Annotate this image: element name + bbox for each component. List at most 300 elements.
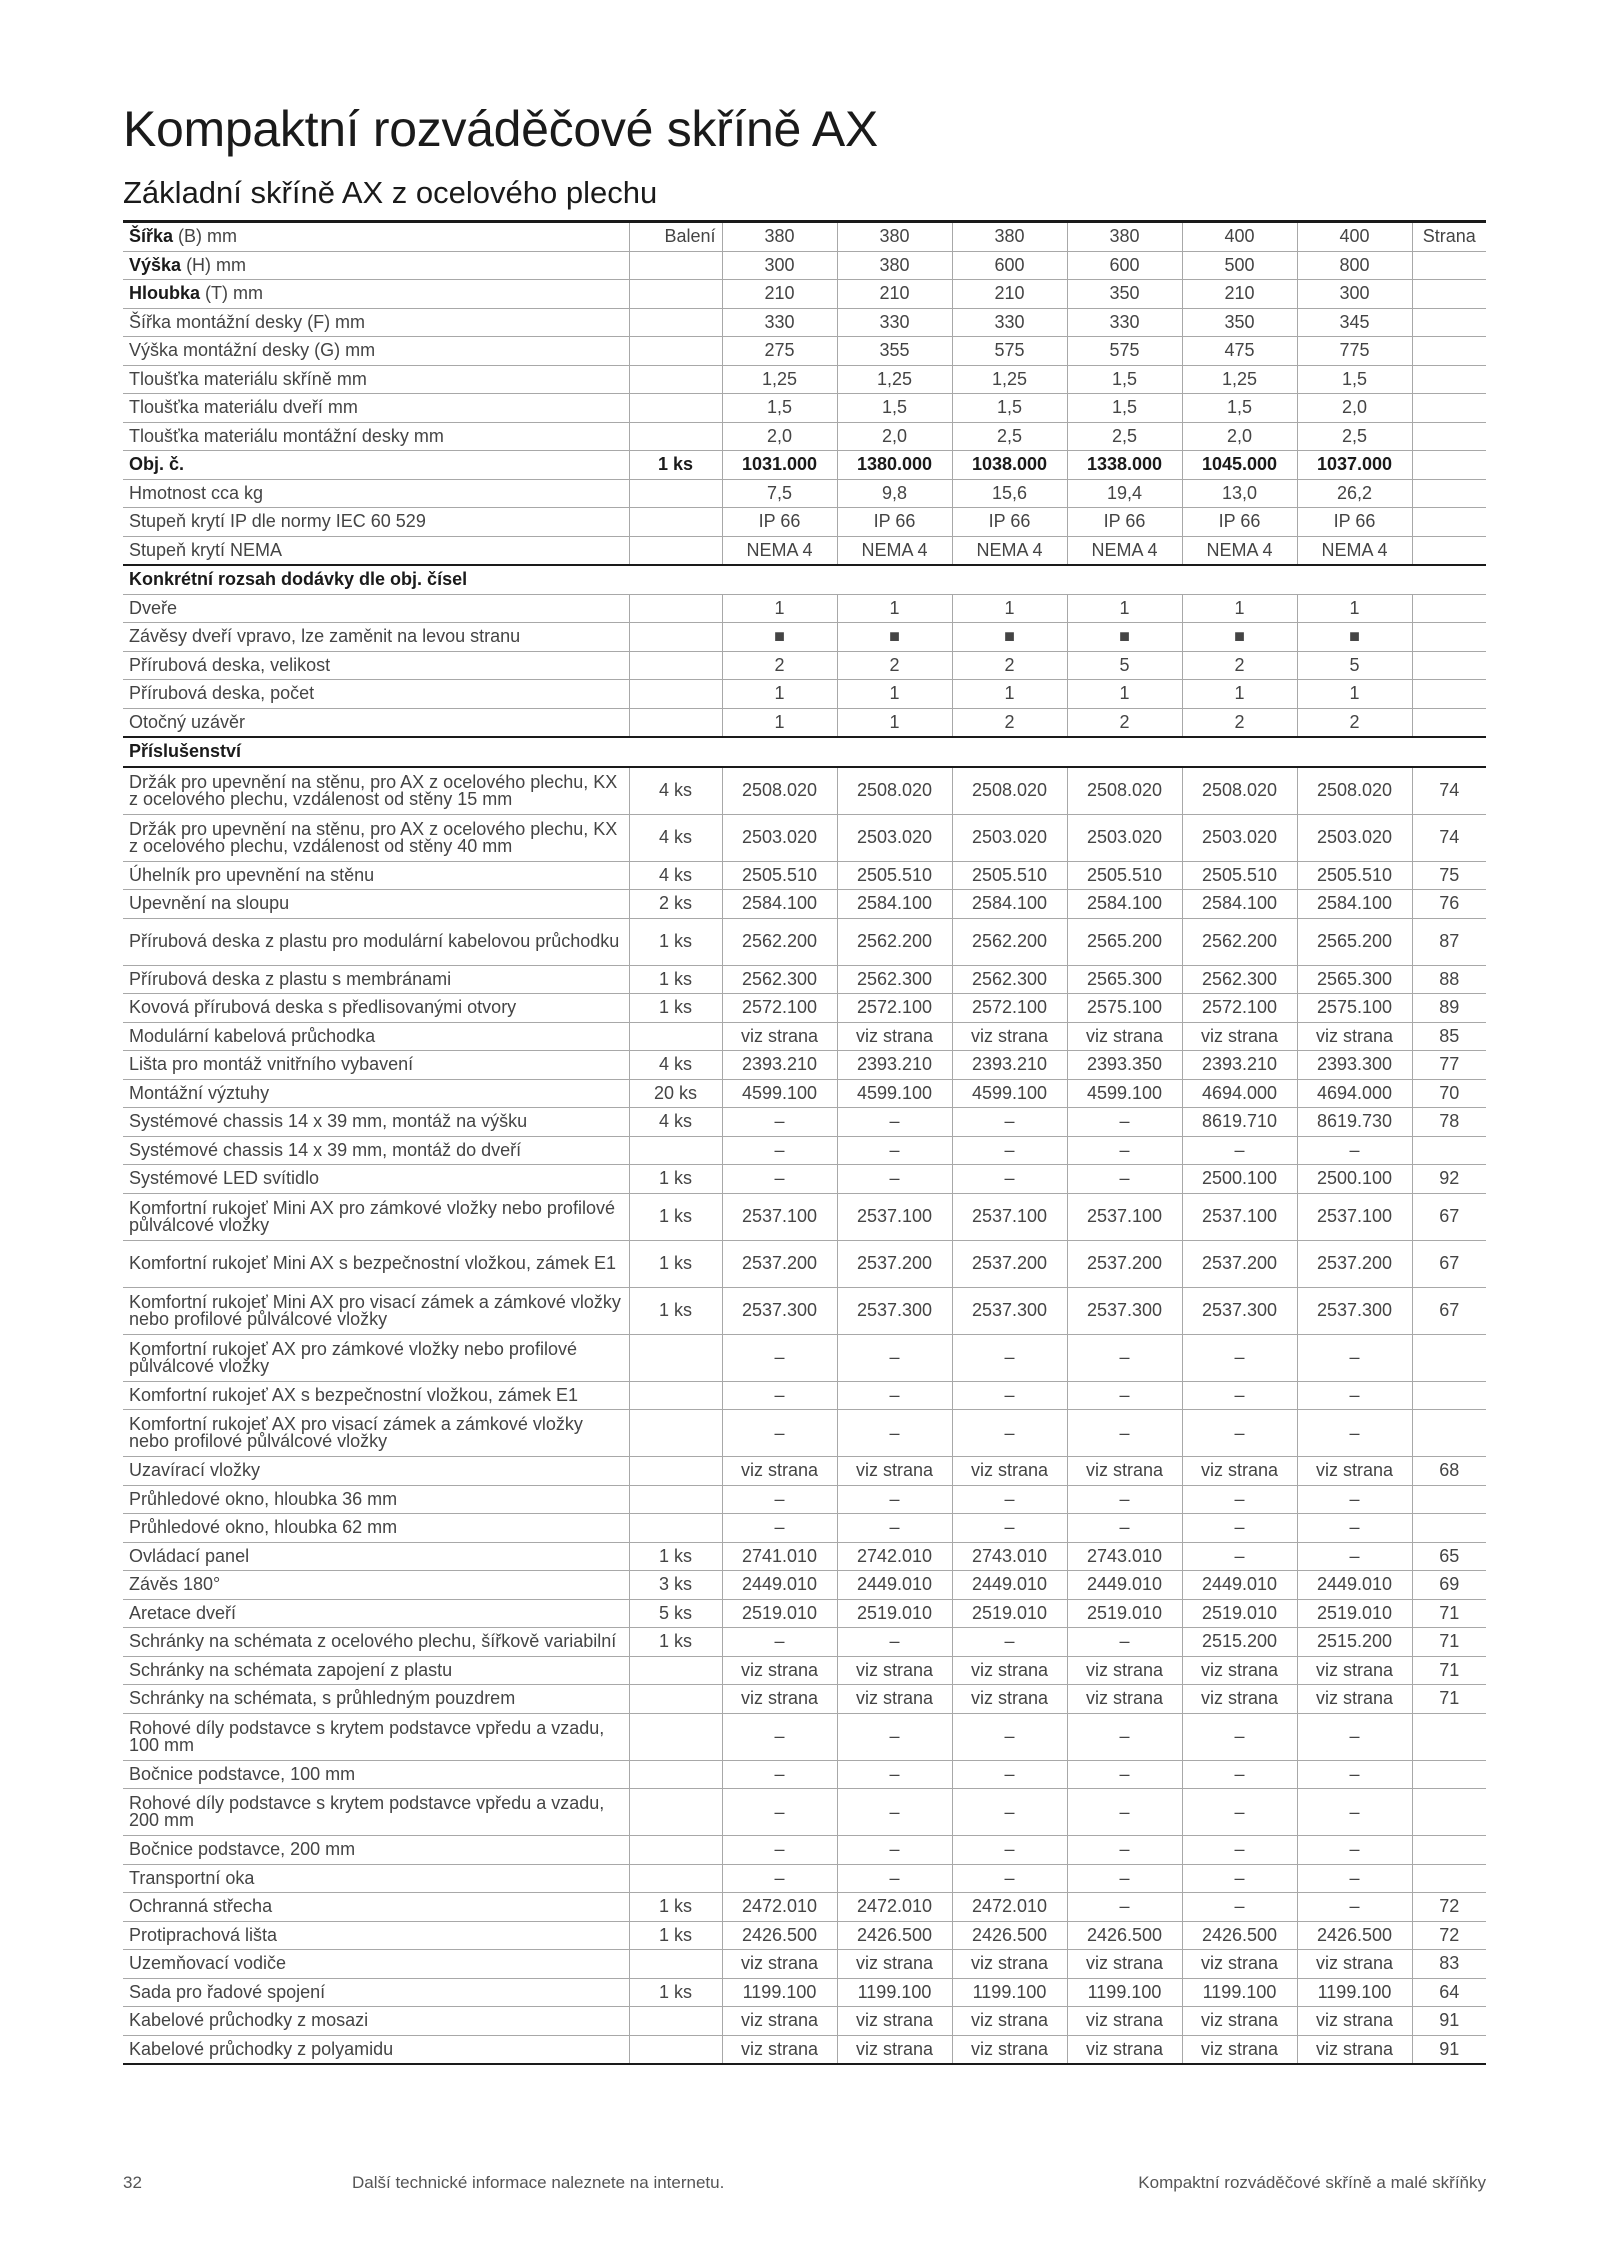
value-cell: 2537.100 (837, 1193, 952, 1240)
package-cell (629, 1864, 722, 1893)
row-label-text: Modulární kabelová průchodka (129, 1025, 376, 1046)
value-cell: – (1297, 1713, 1412, 1760)
table-row (123, 994, 1486, 1023)
value-cell: – (1182, 1864, 1297, 1893)
table-row (123, 1079, 1486, 1108)
package-cell (629, 2007, 722, 2036)
row-label-text: (T) mm (200, 283, 263, 304)
value-cell: 2519.010 (837, 1599, 952, 1628)
row-label (123, 1240, 629, 1287)
table-row (123, 1893, 1486, 1922)
value-cell: 380 (837, 222, 952, 252)
value-cell: ■ (952, 623, 1067, 652)
package-cell: 1 ks (629, 1165, 722, 1194)
value-cell: NEMA 4 (1182, 536, 1297, 565)
table-row (123, 965, 1486, 994)
row-label-emphasis: Hloubka (129, 283, 201, 304)
page-reference-cell: 65 (1412, 1542, 1486, 1571)
value-cell: IP 66 (1297, 508, 1412, 537)
row-label-text: Držák pro upevnění na stěnu, pro AX z ocelového plechu, KX z ocelového plechu, vzdálenost od stěny 40 mm (129, 818, 618, 856)
table-row (123, 708, 1486, 737)
value-cell: 2 (837, 651, 952, 680)
value-cell: 2505.510 (837, 861, 952, 890)
value-cell: 2 (722, 651, 837, 680)
value-cell: 330 (837, 308, 952, 337)
value-cell: ■ (1297, 623, 1412, 652)
row-label-text: Systémové LED svítidlo (129, 1168, 320, 1189)
value-cell: viz strana (1182, 2007, 1297, 2036)
value-cell: – (1067, 1165, 1182, 1194)
table-row (123, 394, 1486, 423)
value-cell: 2584.100 (1067, 890, 1182, 919)
value-cell: 1 (952, 680, 1067, 709)
page-reference-cell: 71 (1412, 1628, 1486, 1657)
row-label (123, 1893, 629, 1922)
value-cell: 2 (952, 708, 1067, 737)
row-label (123, 1485, 629, 1514)
value-cell: viz strana (837, 2007, 952, 2036)
page-reference-cell (1412, 1789, 1486, 1836)
value-cell: – (1067, 1893, 1182, 1922)
row-label-text: Schránky na schémata zapojení z plastu (129, 1659, 453, 1680)
value-cell: viz strana (1067, 1457, 1182, 1486)
row-label-text: Komfortní rukojeť AX s bezpečnostní vložkou, zámek E1 (129, 1384, 578, 1405)
value-cell: 1 (837, 708, 952, 737)
page-reference-cell: 67 (1412, 1240, 1486, 1287)
package-cell: Balení (629, 222, 722, 252)
value-cell: – (837, 1836, 952, 1865)
page-reference-cell (1412, 1381, 1486, 1410)
page-reference-cell: 92 (1412, 1165, 1486, 1194)
value-cell: viz strana (1297, 1656, 1412, 1685)
value-cell: – (837, 1514, 952, 1543)
value-cell: – (952, 1334, 1067, 1381)
value-cell: 2472.010 (952, 1893, 1067, 1922)
value-cell: – (837, 1381, 952, 1410)
value-cell: viz strana (952, 1685, 1067, 1714)
value-cell: 1 (952, 594, 1067, 623)
value-cell: 2505.510 (722, 861, 837, 890)
value-cell: 2508.020 (837, 767, 952, 815)
row-label (123, 365, 629, 394)
value-cell: – (952, 1713, 1067, 1760)
value-cell: 1,25 (1182, 365, 1297, 394)
page-reference-cell (1412, 1334, 1486, 1381)
value-cell: 2741.010 (722, 1542, 837, 1571)
value-cell: – (722, 1485, 837, 1514)
value-cell: 2505.510 (1182, 861, 1297, 890)
value-cell: 275 (722, 337, 837, 366)
row-label-text: Rohové díly podstavce s krytem podstavce vpředu a vzadu, 200 mm (129, 1793, 605, 1830)
row-label (123, 1079, 629, 1108)
value-cell: 1 (1297, 594, 1412, 623)
page-reference-cell: 74 (1412, 767, 1486, 815)
value-cell: – (1182, 1485, 1297, 1514)
row-label (123, 1978, 629, 2007)
value-cell: 2584.100 (1297, 890, 1412, 919)
value-cell: 2537.100 (1297, 1193, 1412, 1240)
value-cell: 2,5 (1067, 422, 1182, 451)
value-cell: 2393.210 (722, 1051, 837, 1080)
value-cell: 2742.010 (837, 1542, 952, 1571)
row-label (123, 623, 629, 652)
value-cell: 2562.200 (952, 918, 1067, 965)
value-cell: – (1182, 1136, 1297, 1165)
row-label (123, 1193, 629, 1240)
value-cell: 2515.200 (1297, 1628, 1412, 1657)
package-cell (629, 1760, 722, 1789)
package-cell (629, 2035, 722, 2064)
page-reference-cell: 70 (1412, 1079, 1486, 1108)
value-cell: viz strana (1182, 1457, 1297, 1486)
page-reference-cell: 71 (1412, 1656, 1486, 1685)
value-cell: 345 (1297, 308, 1412, 337)
row-label (123, 1334, 629, 1381)
value-cell: – (722, 1628, 837, 1657)
value-cell: 19,4 (1067, 479, 1182, 508)
value-cell: 2472.010 (722, 1893, 837, 1922)
value-cell: 2584.100 (837, 890, 952, 919)
value-cell: 1 (1182, 594, 1297, 623)
value-cell: 26,2 (1297, 479, 1412, 508)
value-cell: 2519.010 (952, 1599, 1067, 1628)
package-cell: 4 ks (629, 1108, 722, 1137)
value-cell: 2426.500 (837, 1921, 952, 1950)
row-label-text: Stupeň krytí NEMA (129, 539, 283, 560)
value-cell: – (952, 1136, 1067, 1165)
value-cell: IP 66 (722, 508, 837, 537)
value-cell: – (1067, 1136, 1182, 1165)
value-cell: – (1067, 1410, 1182, 1457)
value-cell: – (1067, 1381, 1182, 1410)
value-cell: – (722, 1864, 837, 1893)
value-cell: 5 (1067, 651, 1182, 680)
value-cell: 2505.510 (1297, 861, 1412, 890)
row-label (123, 536, 629, 565)
package-cell: 5 ks (629, 1599, 722, 1628)
table-row (123, 767, 1486, 815)
row-label (123, 994, 629, 1023)
page-reference-cell (1412, 337, 1486, 366)
page-reference-cell (1412, 308, 1486, 337)
row-label-text: Montážní výztuhy (129, 1082, 270, 1103)
row-label-text: Aretace dveří (129, 1602, 237, 1623)
row-label-text: Protiprachová lišta (129, 1924, 278, 1945)
value-cell: – (837, 1760, 952, 1789)
value-cell: 2500.100 (1297, 1165, 1412, 1194)
value-cell: – (722, 1136, 837, 1165)
value-cell: 330 (722, 308, 837, 337)
value-cell: 4694.000 (1182, 1079, 1297, 1108)
package-cell: 1 ks (629, 1893, 722, 1922)
page-reference-cell: 91 (1412, 2007, 1486, 2036)
value-cell: viz strana (722, 2007, 837, 2036)
value-cell: – (1182, 1836, 1297, 1865)
value-cell: 2393.300 (1297, 1051, 1412, 1080)
table-row (123, 1978, 1486, 2007)
table-row (123, 1542, 1486, 1571)
value-cell: 475 (1182, 337, 1297, 366)
page-reference-cell (1412, 365, 1486, 394)
package-cell (629, 280, 722, 309)
value-cell: viz strana (837, 1950, 952, 1979)
value-cell: 2426.500 (1182, 1921, 1297, 1950)
value-cell: – (837, 1108, 952, 1137)
value-cell: viz strana (837, 1457, 952, 1486)
value-cell: 1,5 (1067, 365, 1182, 394)
package-cell (629, 1136, 722, 1165)
value-cell: 2503.020 (952, 814, 1067, 861)
table-row (123, 2007, 1486, 2036)
value-cell: 300 (722, 251, 837, 280)
value-cell: 1 (722, 680, 837, 709)
value-cell: ■ (1067, 623, 1182, 652)
value-cell: viz strana (1067, 1022, 1182, 1051)
value-cell: 210 (952, 280, 1067, 309)
value-cell: – (1297, 1864, 1412, 1893)
value-cell: – (837, 1410, 952, 1457)
table-row (123, 479, 1486, 508)
value-cell: 1,5 (1067, 394, 1182, 423)
package-cell (629, 1836, 722, 1865)
row-label-text: Průhledové okno, hloubka 36 mm (129, 1488, 398, 1509)
value-cell: – (1297, 1893, 1412, 1922)
value-cell: – (1182, 1760, 1297, 1789)
row-label (123, 1165, 629, 1194)
row-label-text: Komfortní rukojeť Mini AX pro visací zámek a zámkové vložky nebo profilové půlválcové vložky (129, 1291, 621, 1329)
value-cell: 2584.100 (722, 890, 837, 919)
value-cell: 2537.100 (1067, 1193, 1182, 1240)
value-cell: 2,5 (1297, 422, 1412, 451)
row-label-text: Kabelové průchodky z mosazi (129, 2010, 369, 2031)
value-cell: 2743.010 (952, 1542, 1067, 1571)
value-cell: 2508.020 (1067, 767, 1182, 815)
value-cell: 2572.100 (1182, 994, 1297, 1023)
value-cell: 2537.200 (1297, 1240, 1412, 1287)
row-label-text: Otočný uzávěr (129, 711, 246, 732)
page-reference-cell (1412, 536, 1486, 565)
value-cell: 1199.100 (837, 1978, 952, 2007)
package-cell (629, 479, 722, 508)
value-cell: – (1182, 1789, 1297, 1836)
value-cell: 4694.000 (1297, 1079, 1412, 1108)
table-row (123, 1287, 1486, 1334)
value-cell: viz strana (1182, 1950, 1297, 1979)
value-cell: – (1182, 1410, 1297, 1457)
value-cell: viz strana (722, 1457, 837, 1486)
value-cell: IP 66 (1182, 508, 1297, 537)
page-reference-cell: 75 (1412, 861, 1486, 890)
row-label (123, 680, 629, 709)
package-cell (629, 594, 722, 623)
table-row (123, 861, 1486, 890)
value-cell: viz strana (952, 1950, 1067, 1979)
value-cell: – (1182, 1381, 1297, 1410)
table-row (123, 1334, 1486, 1381)
value-cell: 2537.300 (1067, 1287, 1182, 1334)
row-label-text: Uzavírací vložky (129, 1460, 261, 1481)
page-reference-cell (1412, 508, 1486, 537)
row-label (123, 1108, 629, 1137)
value-cell: 2537.200 (1067, 1240, 1182, 1287)
value-cell: 1045.000 (1182, 451, 1297, 480)
value-cell: – (837, 1864, 952, 1893)
package-cell: 4 ks (629, 861, 722, 890)
row-label-emphasis: Obj. č. (129, 454, 185, 475)
value-cell: 2505.510 (1067, 861, 1182, 890)
row-label (123, 1656, 629, 1685)
value-cell: – (837, 1136, 952, 1165)
table-row (123, 1685, 1486, 1714)
row-label (123, 1921, 629, 1950)
value-cell: 7,5 (722, 479, 837, 508)
table-row (123, 1240, 1486, 1287)
value-cell: 2426.500 (722, 1921, 837, 1950)
value-cell: 2537.200 (722, 1240, 837, 1287)
value-cell: – (1297, 1485, 1412, 1514)
value-cell: viz strana (1067, 1656, 1182, 1685)
row-label-text: Transportní oka (129, 1867, 255, 1888)
package-cell (629, 680, 722, 709)
package-cell: 1 ks (629, 1287, 722, 1334)
value-cell: – (722, 1381, 837, 1410)
value-cell: – (837, 1789, 952, 1836)
value-cell: viz strana (722, 2035, 837, 2064)
page-reference-cell (1412, 1136, 1486, 1165)
row-label-text: Hmotnost cca kg (129, 482, 264, 503)
value-cell: viz strana (952, 1457, 1067, 1486)
value-cell: IP 66 (952, 508, 1067, 537)
value-cell: viz strana (1067, 1685, 1182, 1714)
value-cell: 2519.010 (1067, 1599, 1182, 1628)
row-label-text: Závěsy dveří vpravo, lze zaměnit na levou stranu (129, 626, 521, 647)
value-cell: – (1297, 1542, 1412, 1571)
value-cell: 1,5 (1182, 394, 1297, 423)
value-cell: 4599.100 (1067, 1079, 1182, 1108)
value-cell: 210 (722, 280, 837, 309)
table-row (123, 451, 1486, 480)
value-cell: 1 (837, 594, 952, 623)
page-reference-cell: 74 (1412, 814, 1486, 861)
row-label-text: Držák pro upevnění na stěnu, pro AX z ocelového plechu, KX z ocelového plechu, vzdálenost od stěny 15 mm (129, 771, 618, 809)
value-cell: – (1297, 1789, 1412, 1836)
package-cell: 1 ks (629, 1542, 722, 1571)
value-cell: 1,25 (837, 365, 952, 394)
value-cell: – (1297, 1836, 1412, 1865)
value-cell: 2508.020 (722, 767, 837, 815)
row-label-text: (H) mm (181, 254, 247, 275)
value-cell: 2519.010 (1182, 1599, 1297, 1628)
table-row (123, 1571, 1486, 1600)
row-label (123, 1836, 629, 1865)
value-cell: viz strana (952, 1656, 1067, 1685)
package-cell (629, 1381, 722, 1410)
value-cell: 1380.000 (837, 451, 952, 480)
value-cell: 2562.300 (952, 965, 1067, 994)
page-reference-cell: 87 (1412, 918, 1486, 965)
value-cell: 210 (837, 280, 952, 309)
value-cell: – (1182, 1893, 1297, 1922)
value-cell: 380 (952, 222, 1067, 252)
value-cell: viz strana (1182, 1656, 1297, 1685)
value-cell: 2537.200 (952, 1240, 1067, 1287)
value-cell: 1199.100 (1297, 1978, 1412, 2007)
value-cell: 2537.300 (1297, 1287, 1412, 1334)
value-cell: 2584.100 (1182, 890, 1297, 919)
value-cell: 350 (1182, 308, 1297, 337)
table-row (123, 1022, 1486, 1051)
page-reference-cell (1412, 1836, 1486, 1865)
package-cell (629, 1485, 722, 1514)
page-reference-cell (1412, 594, 1486, 623)
table-row (123, 623, 1486, 652)
table-row (123, 2035, 1486, 2064)
table-row (123, 1836, 1486, 1865)
row-label (123, 1381, 629, 1410)
package-cell (629, 365, 722, 394)
value-cell: viz strana (952, 2035, 1067, 2064)
value-cell: – (1067, 1108, 1182, 1137)
package-cell (629, 623, 722, 652)
value-cell: 2565.200 (1067, 918, 1182, 965)
value-cell: – (952, 1514, 1067, 1543)
value-cell: viz strana (1297, 2035, 1412, 2064)
table-row (123, 1760, 1486, 1789)
value-cell: 4599.100 (722, 1079, 837, 1108)
table-row (123, 536, 1486, 565)
row-label (123, 251, 629, 280)
table-row (123, 1789, 1486, 1836)
value-cell: – (1182, 1334, 1297, 1381)
table-row (123, 1108, 1486, 1137)
value-cell: 1338.000 (1067, 451, 1182, 480)
row-label-text: Bočnice podstavce, 200 mm (129, 1839, 356, 1860)
value-cell: viz strana (722, 1656, 837, 1685)
row-label-text: Šířka montážní desky (F) mm (129, 311, 366, 332)
value-cell: 2393.210 (837, 1051, 952, 1080)
table-row (123, 1410, 1486, 1457)
table-row (123, 365, 1486, 394)
value-cell: ■ (837, 623, 952, 652)
value-cell: 1199.100 (1067, 1978, 1182, 2007)
value-cell: – (722, 1760, 837, 1789)
row-label (123, 222, 629, 252)
row-label-text: Přírubová deska z plastu pro modulární kabelovou průchodku (129, 931, 620, 951)
value-cell: 2426.500 (1297, 1921, 1412, 1950)
value-cell: 2575.100 (1067, 994, 1182, 1023)
value-cell: 300 (1297, 280, 1412, 309)
value-cell: 1,25 (952, 365, 1067, 394)
value-cell: – (1182, 1713, 1297, 1760)
value-cell: – (952, 1760, 1067, 1789)
value-cell: 15,6 (952, 479, 1067, 508)
package-cell: 1 ks (629, 994, 722, 1023)
value-cell: 2565.200 (1297, 918, 1412, 965)
package-cell: 4 ks (629, 814, 722, 861)
page-reference-cell: 91 (1412, 2035, 1486, 2064)
value-cell: 575 (1067, 337, 1182, 366)
package-cell: 3 ks (629, 1571, 722, 1600)
value-cell: – (952, 1628, 1067, 1657)
package-cell (629, 1685, 722, 1714)
row-label (123, 708, 629, 737)
value-cell: 2508.020 (952, 767, 1067, 815)
package-cell: 1 ks (629, 1193, 722, 1240)
table-row (123, 1381, 1486, 1410)
value-cell: 2,0 (722, 422, 837, 451)
value-cell: – (837, 1165, 952, 1194)
row-label-text: Tloušťka materiálu dveří mm (129, 397, 358, 418)
